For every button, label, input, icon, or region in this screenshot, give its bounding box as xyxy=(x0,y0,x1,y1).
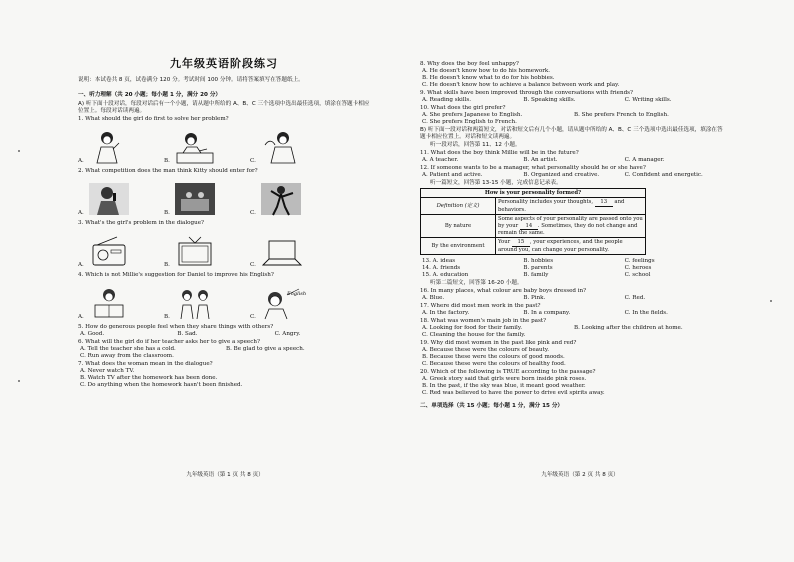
q14-option-a[interactable]: 14. A. friends xyxy=(422,265,461,272)
q15-option-a[interactable]: 15. A. education xyxy=(422,272,469,279)
part-b-instructions: B) 听下面一段对话和两篇短文，对话和短文后有几个小题，请从题中所给的 A、B、C 三个选项中选出最佳选项，填涂在答题卡相应位置上。对话和短文读两遍。 xyxy=(420,127,723,140)
q9-option-c[interactable]: C. Writing skills. xyxy=(624,97,672,103)
table-row-nature-label: By nature xyxy=(421,215,496,238)
girl-thinking-icon xyxy=(87,129,131,165)
q8-option-a[interactable]: A. He doesn't know how to do his homework. xyxy=(422,68,551,74)
q5-option-a[interactable]: A. Good. xyxy=(80,331,105,337)
table-row-environment-label: By the environment xyxy=(421,238,496,255)
question-4: 4. Which is not Millie's suggestion for Daniel to improve his English? xyxy=(78,272,274,278)
part-b-passage2-note: 听第二篇短文，回答第 16-20 小题。 xyxy=(430,280,523,287)
svg-text:English: English xyxy=(286,291,306,297)
part-b-passage1-note: 听一篇短文，回答第 13-15 小题，完成信息记录表。 xyxy=(430,180,562,186)
q18-option-b[interactable]: B. Looking after the children at home. xyxy=(574,325,683,332)
q3-option-a[interactable]: A. xyxy=(78,233,160,269)
page-2 xyxy=(420,60,724,412)
question-3-pictures xyxy=(78,229,370,269)
table-row-definition-label: Definition (定义) xyxy=(421,198,496,215)
q2-option-c[interactable]: C. xyxy=(250,181,332,217)
question-11-options xyxy=(420,157,724,164)
question-9: 9. What skills have been improved through the conversations with friends? xyxy=(420,90,634,96)
q12-option-c[interactable]: C. Confident and energetic. xyxy=(624,172,703,178)
q5-option-c[interactable]: C. Angry. xyxy=(274,331,301,337)
question-12: 12. If someone wants to be a manager, what personality should he or she have? xyxy=(420,165,646,171)
question-15-options xyxy=(420,272,724,279)
q7-option-c[interactable]: C. Do anything when the homework hasn't been finished. xyxy=(80,382,243,388)
question-9-options xyxy=(420,97,724,104)
q17-option-c[interactable]: C. In the fields. xyxy=(624,310,668,317)
binding-hole-mark xyxy=(18,380,20,382)
q9-option-a[interactable]: A. Reading skills. xyxy=(422,97,472,103)
page-2-footer: 九年级英语（第 2 页 共 8 页） xyxy=(541,472,619,478)
q5-option-b[interactable]: B. Sad. xyxy=(177,331,198,337)
binding-hole-mark xyxy=(18,150,20,152)
q2-option-b[interactable]: B. xyxy=(164,181,246,217)
question-1: 1. What should the girl do first to solve her problem? xyxy=(78,116,229,122)
section-multiple-choice-heading: 二、单项选择（共 15 小题；每小题 1 分，满分 15 分） xyxy=(420,403,564,410)
question-10: 10. What does the girl prefer? xyxy=(420,105,506,111)
q6-option-c[interactable]: C. Run away from the classroom. xyxy=(80,353,174,359)
q10-option-a[interactable]: A. She prefers Japanese to English. xyxy=(422,112,523,118)
q15-option-c[interactable]: C. school xyxy=(624,272,651,279)
boys-talking-icon xyxy=(173,285,217,321)
q1-option-b[interactable]: B. xyxy=(164,129,246,165)
q13-option-a[interactable]: 13. A. ideas xyxy=(422,258,456,265)
q18-option-c[interactable]: C. Cleaning the house for the family. xyxy=(422,332,526,339)
q16-option-b[interactable]: B. Pink. xyxy=(523,295,546,302)
part-b-dialogue-note: 听一段对话，回答第 11、12 小题。 xyxy=(430,142,521,148)
question-10-options xyxy=(420,112,724,119)
q20-option-a[interactable]: A. Greek story said that girls were born inside pink roses. xyxy=(422,376,587,383)
q11-option-a[interactable]: A. A teacher. xyxy=(422,157,459,163)
television-icon xyxy=(173,233,217,269)
question-5: 5. How do generous people feel when they share things with others? xyxy=(78,324,274,330)
question-18: 18. What was women's main job in the past? xyxy=(420,318,547,325)
boy-speaking-english-icon xyxy=(259,285,306,321)
question-13-options xyxy=(420,258,724,265)
exam-instructions: 说明：本试卷共 8 页，试卷满分 120 分。考试时间 100 分钟。请将答案填写在答题纸上。 xyxy=(78,77,304,83)
q1-option-a[interactable]: A. xyxy=(78,129,160,165)
table-row-definition-content: Personality includes your thoughts, 13 and behaviors. xyxy=(496,198,646,215)
laptop-icon xyxy=(259,233,303,269)
q6-option-a[interactable]: A. Tell the teacher she has a cold. xyxy=(80,346,176,352)
exam-title: 九年级英语阶段练习 xyxy=(170,57,278,70)
question-17: 17. Where did most men work in the past? xyxy=(420,303,541,310)
blank-15[interactable]: 15 xyxy=(512,239,530,246)
question-11: 11. What does the boy think Millie will be in the future? xyxy=(420,150,579,156)
question-1-pictures xyxy=(78,125,370,165)
q7-option-b[interactable]: B. Watch TV after the homework has been done. xyxy=(80,375,218,381)
part-a-instructions: A) 听下面十段对话，每段对话后有一个小题，请从题中所给的 A、B、C 三个选项中选出最佳选项，填涂在答题卡相应位置上。每段对话读两遍。 xyxy=(78,101,370,114)
q20-option-c[interactable]: C. Red was believed to have the power to drive evil spirits away. xyxy=(422,390,605,397)
q7-option-a[interactable]: A. Never watch TV. xyxy=(80,368,135,374)
q4-option-b[interactable]: B. xyxy=(164,285,246,321)
section-listening-heading: 一、听力理解（共 20 小题；每小题 1 分，满分 20 分） xyxy=(78,92,222,98)
q8-option-b[interactable]: B. He doesn't know what to do for his hobbies. xyxy=(422,75,555,81)
q2-option-a[interactable]: A. xyxy=(78,181,160,217)
q13-option-b[interactable]: B. hobbies xyxy=(523,258,554,265)
page-1 xyxy=(78,52,370,389)
q1-option-c[interactable]: C. xyxy=(250,129,332,165)
q4-option-c[interactable]: C. English xyxy=(250,285,332,321)
q10-option-c[interactable]: C. She prefers English to French. xyxy=(422,119,517,125)
question-5-options xyxy=(78,331,370,338)
q11-option-c[interactable]: C. A manager. xyxy=(624,157,665,163)
q12-option-b[interactable]: B. Organized and creative. xyxy=(523,172,600,178)
q16-option-c[interactable]: C. Red. xyxy=(624,295,646,302)
q11-option-b[interactable]: B. An artist. xyxy=(523,157,558,163)
question-3: 3. What's the girl's problem in the dialogue? xyxy=(78,220,205,226)
blank-14[interactable]: 14 xyxy=(520,223,538,230)
q17-option-a[interactable]: A. In the factory. xyxy=(422,310,470,317)
q17-option-b[interactable]: B. In a company. xyxy=(523,310,571,317)
personality-info-table xyxy=(420,188,646,255)
question-16-options xyxy=(420,295,724,302)
table-heading: How is your personality formed? xyxy=(421,189,646,198)
q8-option-c[interactable]: C. He doesn't know how to achieve a balance between work and play. xyxy=(422,82,620,88)
girl-on-phone-icon xyxy=(259,129,303,165)
question-20: 20. Which of the following is TRUE according to the passage? xyxy=(420,369,596,376)
q9-option-b[interactable]: B. Speaking skills. xyxy=(523,97,576,103)
q3-option-c[interactable]: C. xyxy=(250,233,332,269)
q13-option-c[interactable]: C. feelings xyxy=(624,258,655,265)
q18-option-a[interactable]: A. Looking for food for their family. xyxy=(422,325,523,332)
question-4-pictures xyxy=(78,281,370,321)
q19-option-a[interactable]: A. Because these were the colours of beauty. xyxy=(422,347,550,354)
radio-icon xyxy=(87,233,131,269)
question-2-pictures xyxy=(78,177,370,217)
question-18-options xyxy=(420,325,724,332)
table-row-environment-content: Your 15 , your experiences, and the people around you, can change your personality. xyxy=(496,238,646,255)
question-7: 7. What does the woman mean in the dialogue? xyxy=(78,361,213,367)
table-row-nature-content: Some aspects of your personality are passed onto you by your 14 . Sometimes, they do not change and remain the same. xyxy=(496,215,646,238)
chess-photo-icon xyxy=(173,181,217,217)
q6-option-b[interactable]: B. Be glad to give a speech. xyxy=(226,346,305,352)
q14-option-c[interactable]: C. heroes xyxy=(624,265,652,272)
q20-option-b[interactable]: B. In the past, if the sky was blue, it meant good weather. xyxy=(422,383,586,390)
boy-reading-icon xyxy=(87,285,131,321)
page-1-footer: 九年级英语（第 1 页 共 8 页） xyxy=(186,472,264,478)
question-2: 2. What competition does the man think Kitty should enter for? xyxy=(78,168,258,174)
q3-option-b[interactable]: B. xyxy=(164,233,246,269)
dancer-photo-icon xyxy=(259,181,303,217)
q12-option-a[interactable]: A. Patient and active. xyxy=(422,172,483,178)
q10-option-b[interactable]: B. She prefers French to English. xyxy=(574,112,669,118)
q15-option-b[interactable]: B. family xyxy=(523,272,549,279)
q4-option-a[interactable]: A. xyxy=(78,285,160,321)
q16-option-a[interactable]: A. Blue. xyxy=(422,295,445,302)
question-6-options xyxy=(78,346,370,353)
blank-13[interactable]: 13 xyxy=(595,199,613,206)
singer-photo-icon xyxy=(87,181,131,217)
binding-hole-mark xyxy=(770,300,772,302)
question-6: 6. What will the girl do if her teacher asks her to give a speech? xyxy=(78,339,260,345)
q19-option-b[interactable]: B. Because these were the colours of good moods. xyxy=(422,354,565,361)
q19-option-c[interactable]: C. Because these were the colours of healthy food. xyxy=(422,361,566,368)
q14-option-b[interactable]: B. parents xyxy=(523,265,553,272)
question-12-options xyxy=(420,172,724,179)
girl-writing-icon xyxy=(173,129,217,165)
question-17-options xyxy=(420,310,724,317)
question-8: 8. Why does the boy feel unhappy? xyxy=(420,61,519,67)
question-19: 19. Why did most women in the past like pink and red? xyxy=(420,340,577,347)
question-16: 16. In many places, what colour are baby boys dressed in? xyxy=(420,288,587,295)
question-14-options xyxy=(420,265,724,272)
